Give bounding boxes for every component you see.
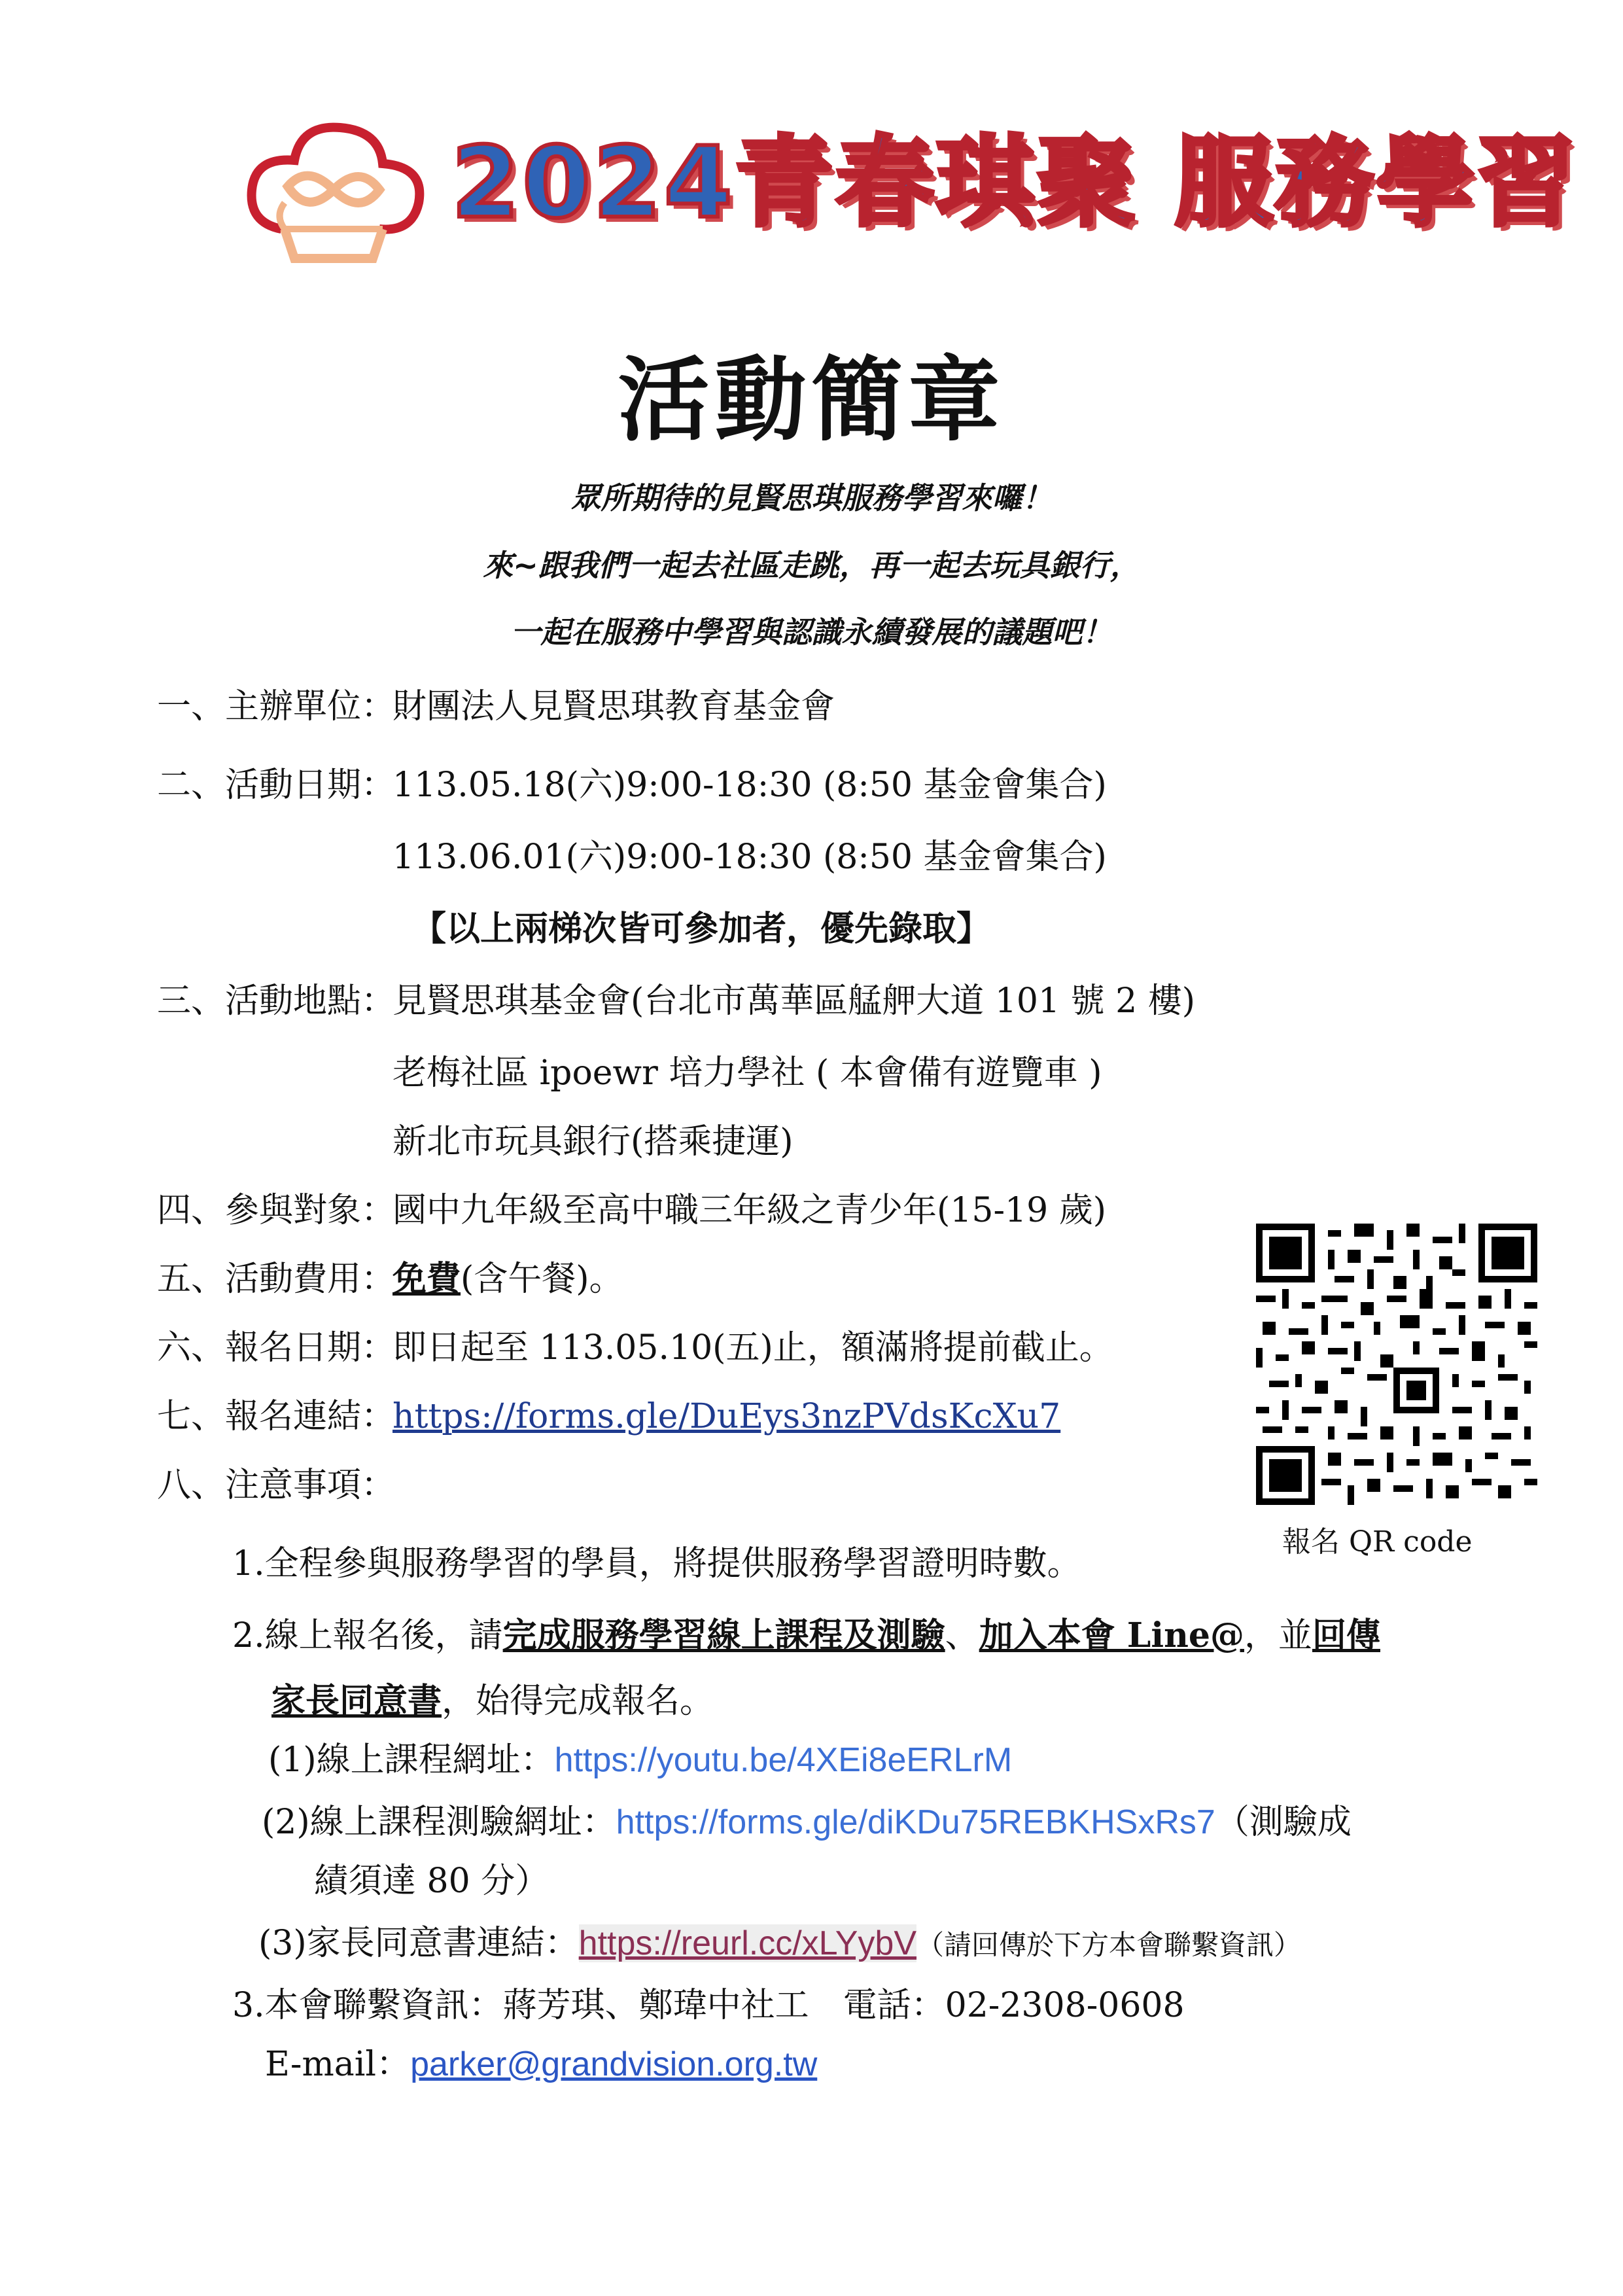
date-note: 【以上兩梯次皆可參加者，優先錄取】 (412, 910, 991, 949)
note-2-part-h: ，始得完成報名。 (442, 1682, 714, 1721)
sub-1 (268, 1737, 1012, 1783)
notes-label: 八、注意事項： (157, 1466, 396, 1505)
sub-3 (258, 1920, 1301, 1966)
fee-value: (含午餐)。 (461, 1260, 623, 1299)
note-2 (232, 1613, 1380, 1659)
sub-2-cont: 績須達 80 分） (314, 1862, 550, 1901)
email-label: E-mail： (265, 2045, 411, 2084)
note-1: 1.全程參與服務學習的學員，將提供服務學習證明時數。 (232, 1544, 1081, 1583)
note-2-sep: 、 (945, 1616, 979, 1655)
date-line-1: 113.05.18(六)9:00-18:30 (8:50 基金會集合) (393, 766, 1107, 805)
reg-date-value: 即日起至 113.05.10(五)止，額滿將提前截止。 (393, 1328, 1113, 1368)
organizer-label: 一、主辦單位： (157, 687, 396, 726)
consent-form-link[interactable]: https://reurl.cc/xLYybV (578, 1924, 917, 1962)
date-row (157, 762, 1107, 808)
note-2-part-e: ，並 (1244, 1616, 1312, 1655)
intro-line-2: 來~跟我們一起去社區走跳，再一起去玩具銀行， (483, 548, 1140, 583)
location-line-3: 新北市玩具銀行(搭乘捷運) (393, 1122, 794, 1161)
note-2-consent-form: 家長同意書 (271, 1681, 442, 1721)
reg-link-row (157, 1394, 1060, 1439)
reg-date-row (157, 1325, 1113, 1371)
fee-free: 免費 (393, 1259, 461, 1299)
location-line-1: 見賢思琪基金會(台北市萬華區艋舺大道 101 號 2 樓) (393, 981, 1196, 1021)
reg-date-label: 六、報名日期： (157, 1328, 396, 1368)
sub-3-label: (3)家長同意書連結： (258, 1924, 579, 1963)
registration-qr-code (1256, 1224, 1537, 1505)
target-row (157, 1188, 1106, 1233)
organizer-value: 財團法人見賢思琪教育基金會 (393, 687, 835, 726)
note-3: 3.本會聯繫資訊：蔣芳琪、鄭瑋中社工 電話：02-2308-0608 (232, 1986, 1185, 2025)
location-row (157, 978, 1195, 1024)
sub-2 (262, 1799, 1352, 1845)
sub-1-label: (1)線上課程網址： (268, 1740, 555, 1780)
course-quiz-link[interactable]: https://forms.gle/diKDu75REBKHSxRs7 (616, 1803, 1215, 1841)
course-video-link[interactable]: https://youtu.be/4XEi8eERLrM (554, 1741, 1013, 1779)
banner-title: 2024青春琪聚 服務學習 (451, 126, 1578, 240)
date-line-2: 113.06.01(六)9:00-18:30 (8:50 基金會集合) (393, 838, 1107, 877)
note-2-line-join: 加入本會 Line@ (979, 1616, 1244, 1655)
note-2-course-quiz: 完成服務學習線上課程及測驗 (502, 1616, 945, 1655)
page-title: 活動簡章 (618, 347, 1005, 454)
intro-line-1: 眾所期待的見賢思琪服務學習來囉！ (570, 480, 1053, 516)
qr-caption: 報名 QR code (1282, 1525, 1473, 1559)
note-2-return: 回傳 (1312, 1616, 1380, 1655)
reg-link-label: 七、報名連結： (157, 1397, 396, 1436)
organizer-row (157, 684, 835, 730)
sub-3-tail: （請回傳於下方本會聯繫資訊） (916, 1929, 1302, 1961)
email-link[interactable]: parker@grandvision.org.tw (410, 2045, 818, 2083)
target-value: 國中九年級至高中職三年級之青少年(15-19 歲) (393, 1191, 1107, 1230)
registration-link[interactable]: https://forms.gle/DuEys3nzPVdsKcXu7 (393, 1397, 1061, 1436)
fee-label: 五、活動費用： (157, 1260, 396, 1299)
note-2-part-a: 2.線上報名後，請 (232, 1616, 503, 1655)
foundation-logo (236, 105, 432, 268)
fee-row (157, 1256, 623, 1302)
note-2-cont (271, 1678, 714, 1724)
location-line-2: 老梅社區 ipoewr 培力學社 ( 本會備有遊覽車 ) (393, 1053, 1102, 1093)
date-label: 二、活動日期： (157, 766, 396, 805)
location-label: 三、活動地點： (157, 981, 396, 1021)
intro-line-3: 一起在服務中學習與認識永續發展的議題吧！ (510, 614, 1113, 650)
sub-2-tail: （測驗成 (1215, 1803, 1352, 1842)
email-row (265, 2041, 817, 2087)
sub-2-label: (2)線上課程測驗網址： (262, 1803, 616, 1842)
target-label: 四、參與對象： (157, 1191, 396, 1230)
header (236, 105, 1578, 275)
